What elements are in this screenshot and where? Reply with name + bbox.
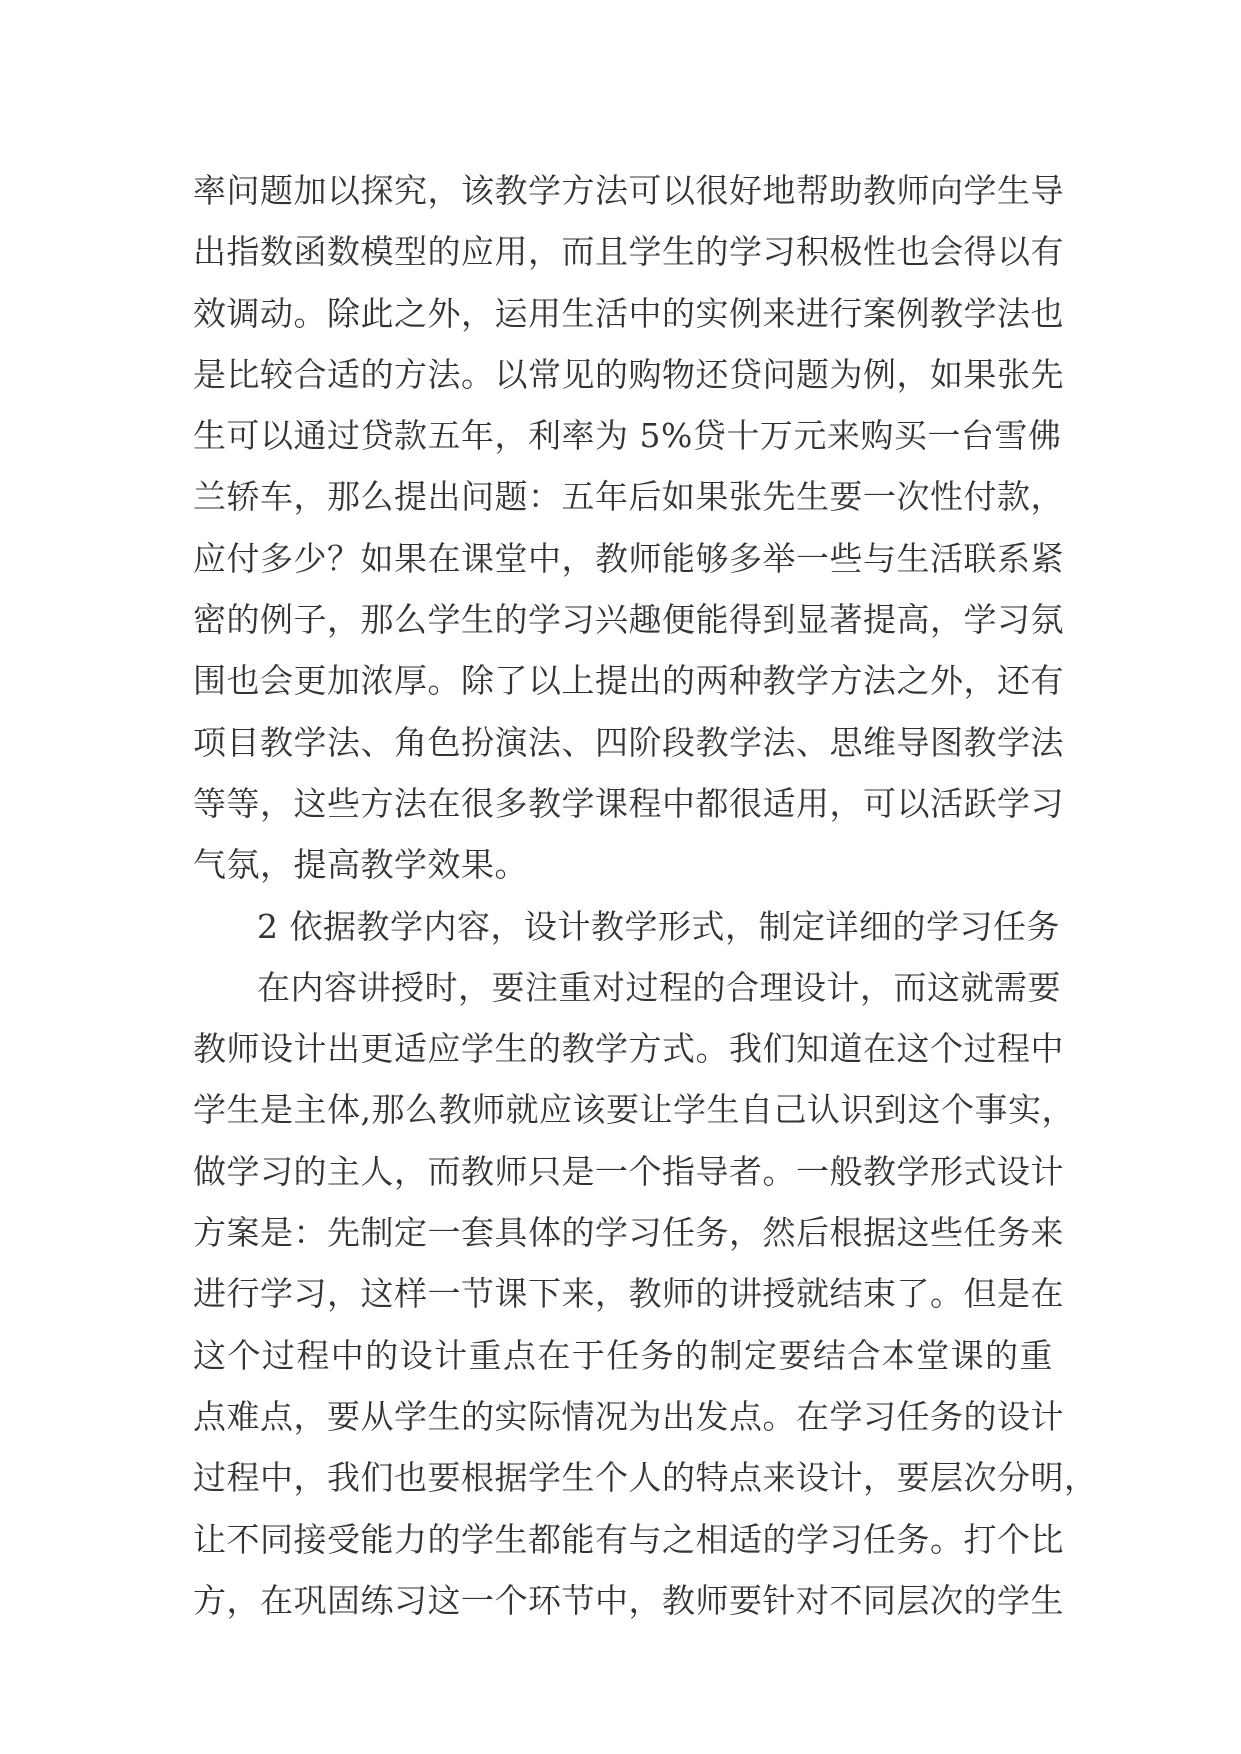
text-line: 方案是：先制定一套具体的学习任务，然后根据这些任务来 — [193, 1213, 1064, 1253]
text-line: 让不同接受能力的学生都能有与之相适的学习任务。打个比 — [193, 1519, 1064, 1559]
text-line: 是比较合适的方法。以常见的购物还贷问题为例，如果张先 — [193, 354, 1064, 394]
text-line: 兰轿车，那么提出问题：五年后如果张先生要一次性付款， — [193, 477, 1064, 517]
body-text — [193, 160, 1098, 1631]
text-line: 学生是主体,那么教师就应该要让学生自己认识到这个事实， — [193, 1090, 1075, 1130]
text-line: 效调动。除此之外，运用生活中的实例来进行案例教学法也 — [193, 293, 1064, 333]
text-line: 这个过程中的设计重点在于任务的制定要结合本堂课的重 — [193, 1335, 1053, 1375]
text-line: 项目教学法、角色扮演法、四阶段教学法、思维导图教学法 — [193, 722, 1064, 762]
text-line: 密的例子，那么学生的学习兴趣便能得到显著提高，学习氛 — [193, 600, 1064, 640]
text-line: 点难点，要从学生的实际情况为出发点。在学习任务的设计 — [193, 1396, 1064, 1436]
text-line: 生可以通过贷款五年，利率为 5%贷十万元来购买一台雪佛 — [193, 416, 1062, 456]
text-line: 气氛，提高教学效果。 — [193, 845, 528, 885]
text-line: 做学习的主人，而教师只是一个指导者。一般教学形式设计 — [193, 1151, 1064, 1191]
text-line: 等等，这些方法在很多教学课程中都很适用，可以活跃学习 — [193, 783, 1064, 823]
text-line: 应付多少？如果在课堂中，教师能够多举一些与生活联系紧 — [193, 538, 1064, 578]
text-line: 出指数函数模型的应用，而且学生的学习积极性也会得以有 — [193, 232, 1064, 272]
text-line: 方，在巩固练习这一个环节中，教师要针对不同层次的学生 — [193, 1580, 1064, 1620]
text-line: 率问题加以探究，该教学方法可以很好地帮助教师向学生导 — [193, 171, 1064, 210]
text-line: 过程中，我们也要根据学生个人的特点来设计，要层次分明， — [193, 1458, 1098, 1498]
text-line: 进行学习，这样一节课下来，教师的讲授就结束了。但是在 — [193, 1274, 1064, 1314]
section-heading: 2 依据教学内容，设计教学形式，制定详细的学习任务 — [257, 906, 1060, 946]
text-line: 围也会更加浓厚。除了以上提出的两种教学方法之外，还有 — [193, 661, 1064, 701]
text-line: 教师设计出更适应学生的教学方式。我们知道在这个过程中 — [193, 1029, 1064, 1069]
text-line: 在内容讲授时，要注重对过程的合理设计，而这就需要 — [257, 967, 1061, 1007]
